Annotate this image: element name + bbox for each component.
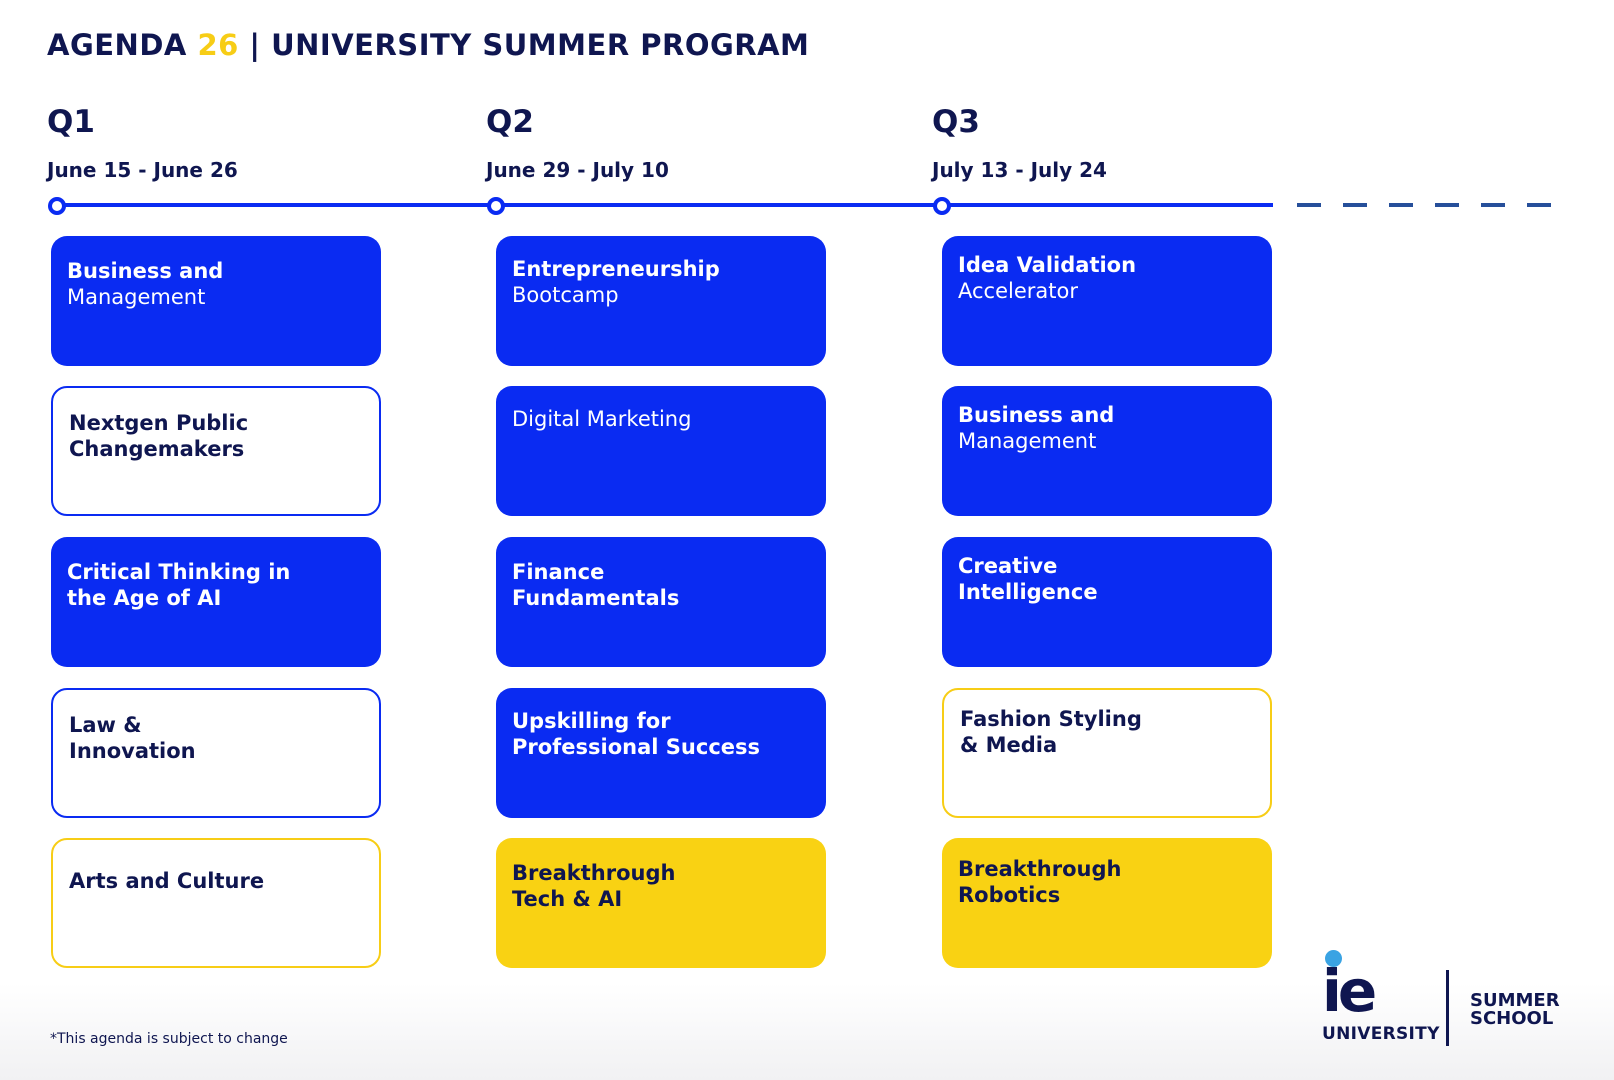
timeline-line: [57, 203, 1273, 207]
course-title-line2: Intelligence: [958, 580, 1098, 604]
logo-mark: ie: [1322, 957, 1374, 1025]
quarter-label-q3: Q3: [932, 104, 980, 140]
course-title-line1: Critical Thinking in: [67, 560, 291, 584]
course-title-line1: Creative: [958, 554, 1058, 578]
course-title-line1: Finance: [512, 560, 605, 584]
course-card[interactable]: [496, 537, 826, 667]
timeline-marker-q1: [48, 197, 66, 215]
quarter-label-q2: Q2: [486, 104, 534, 140]
course-title-line1: Idea Validation: [958, 253, 1137, 277]
course-title-line1: Arts and Culture: [69, 869, 265, 893]
course-card[interactable]: [51, 688, 381, 818]
logo-university-text: UNIVERSITY: [1322, 1024, 1440, 1044]
course-card[interactable]: [51, 236, 381, 366]
course-title-line2: Innovation: [69, 739, 196, 763]
course-title-line2: Fundamentals: [512, 586, 680, 610]
course-title-line1: Entrepreneurship: [512, 257, 720, 281]
logo-divider: [1446, 970, 1449, 1046]
course-card[interactable]: [496, 236, 826, 366]
logo-school-line2: SCHOOL: [1470, 1008, 1554, 1029]
course-title-line1: Digital Marketing: [512, 407, 692, 431]
course-card[interactable]: [942, 236, 1272, 366]
course-card[interactable]: [496, 386, 826, 516]
logo-summer-school-text: [1470, 992, 1560, 1028]
course-title-line1: Breakthrough: [512, 861, 676, 885]
title-prefix: AGENDA: [47, 28, 187, 62]
quarter-label-q1: Q1: [47, 104, 95, 140]
course-title-line2: Changemakers: [69, 437, 245, 461]
course-title-line2: Professional Success: [512, 735, 761, 759]
course-title-line1: Business and: [67, 259, 224, 283]
course-card[interactable]: [942, 838, 1272, 968]
course-title-line2: Robotics: [958, 883, 1061, 907]
course-title-line2: the Age of AI: [67, 586, 222, 610]
course-title-line1: Upskilling for: [512, 709, 671, 733]
course-card[interactable]: [496, 838, 826, 968]
timeline-continuation-dashes: [1297, 203, 1555, 207]
course-title-line2: Accelerator: [958, 279, 1078, 303]
quarter-dates-q2: June 29 - July 10: [486, 158, 669, 182]
course-title-line1: Fashion Styling: [960, 707, 1142, 731]
course-title-line2: Management: [958, 429, 1097, 453]
course-title-line2: Management: [67, 285, 206, 309]
quarter-dates-q1: June 15 - June 26: [47, 158, 238, 182]
course-title-line2: Tech & AI: [512, 887, 623, 911]
course-title-line2: Bootcamp: [512, 283, 619, 307]
ie-university-summer-school-logo: [1322, 950, 1562, 1050]
course-card[interactable]: [51, 537, 381, 667]
course-card[interactable]: [51, 386, 381, 516]
timeline-marker-q2: [487, 197, 505, 215]
page-title: [47, 28, 809, 62]
course-card[interactable]: [942, 688, 1272, 818]
timeline-marker-q3: [933, 197, 951, 215]
logo-school-line1: SUMMER: [1470, 990, 1560, 1011]
course-title-line2: & Media: [960, 733, 1058, 757]
course-card[interactable]: [942, 537, 1272, 667]
title-number: 26: [197, 28, 239, 62]
course-title-line1: Breakthrough: [958, 857, 1122, 881]
course-title-line1: Nextgen Public: [69, 411, 249, 435]
title-rest: | UNIVERSITY SUMMER PROGRAM: [249, 28, 810, 62]
course-title-line1: Law &: [69, 713, 142, 737]
disclaimer-footnote: *This agenda is subject to change: [50, 1031, 288, 1047]
quarter-dates-q3: July 13 - July 24: [932, 158, 1107, 182]
course-card[interactable]: [942, 386, 1272, 516]
course-title-line1: Business and: [958, 403, 1115, 427]
course-card[interactable]: [51, 838, 381, 968]
course-card[interactable]: [496, 688, 826, 818]
